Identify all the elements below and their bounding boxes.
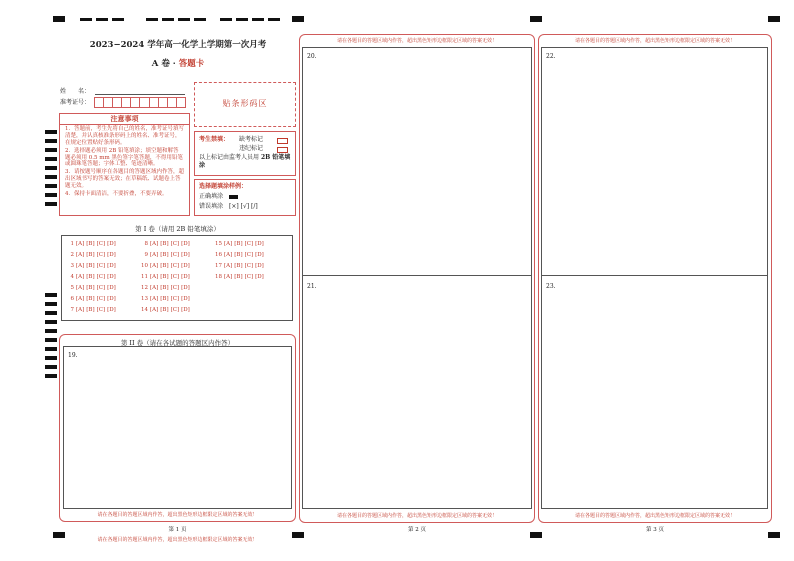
page-number: 第 2 页 — [408, 527, 426, 533]
wrong-fill-marks: [×] [√] [/] — [229, 203, 258, 210]
mcq-row[interactable] — [66, 296, 118, 302]
mcq-number: 7 — [70, 307, 74, 313]
timing-mark — [292, 16, 304, 22]
mcq-row[interactable] — [66, 263, 118, 269]
side-mark — [45, 175, 57, 179]
option-d[interactable]: [D] — [181, 263, 190, 269]
mcq-number: 5 — [70, 285, 74, 291]
notice-item: 2．选择题必须用 2B 铅笔填涂；填空题和解答题必须用 0.5 mm 黑色签字笔答题，不得用铅笔或圆珠笔答题；字体工整、笔迹清晰。 — [65, 147, 183, 168]
violation-label: 违纪标记 — [239, 145, 264, 152]
option-b[interactable]: [B] — [160, 241, 169, 247]
timing-mark — [112, 18, 124, 21]
side-mark — [45, 329, 57, 333]
mcq-number: 17 — [215, 263, 222, 269]
option-c[interactable]: [C] — [170, 285, 180, 291]
option-a[interactable]: [A] — [224, 241, 233, 247]
side-mark — [45, 166, 57, 170]
side-mark — [45, 338, 57, 342]
option-a[interactable]: [A] — [76, 285, 85, 291]
mcq-number: 13 — [141, 296, 148, 302]
mcq-row[interactable] — [140, 307, 192, 313]
exam-ban-note-a: 以上标记由监考人员用 — [199, 154, 260, 161]
option-d[interactable]: [D] — [181, 252, 190, 258]
option-b[interactable]: [B] — [86, 263, 95, 269]
q20-label: 20. — [307, 53, 317, 60]
timing-mark — [96, 18, 108, 21]
timing-mark — [252, 18, 264, 21]
timing-mark — [53, 16, 65, 22]
timing-mark — [236, 18, 248, 21]
option-a[interactable]: [A] — [150, 285, 159, 291]
option-b[interactable]: [B] — [160, 285, 169, 291]
missing-checkbox[interactable] — [277, 138, 288, 144]
mcq-row[interactable] — [214, 263, 266, 269]
option-c[interactable]: [C] — [244, 274, 254, 280]
q22-answer-area[interactable] — [541, 47, 768, 276]
option-d[interactable]: [D] — [107, 263, 116, 269]
option-d[interactable]: [D] — [255, 263, 264, 269]
option-b[interactable]: [B] — [234, 274, 243, 280]
option-a[interactable]: [A] — [76, 263, 85, 269]
side-mark — [45, 193, 57, 197]
side-mark — [45, 130, 57, 134]
warning-text: 请在各题目的答题区域内作答，超出黑色矩形边框限定区域的答案无效！ — [97, 512, 258, 518]
missing-label: 缺考标记 — [239, 136, 264, 143]
timing-mark — [162, 18, 174, 21]
option-a[interactable]: [A] — [224, 274, 233, 280]
option-b[interactable]: [B] — [86, 241, 95, 247]
side-mark — [45, 302, 57, 306]
option-c[interactable]: [C] — [170, 296, 180, 302]
q22-label: 22. — [546, 53, 556, 60]
mcq-number: 18 — [215, 274, 222, 280]
page-number: 第 1 页 — [168, 527, 187, 533]
option-b[interactable]: [B] — [234, 263, 243, 269]
side-mark — [45, 374, 57, 378]
option-d[interactable]: [D] — [255, 241, 264, 247]
option-c[interactable]: [C] — [96, 252, 106, 258]
timing-mark — [268, 18, 280, 21]
option-b[interactable]: [B] — [160, 263, 169, 269]
exam-title: 2023−2024 学年高一化学上学期第一次月考 — [89, 40, 267, 50]
violation-checkbox[interactable] — [277, 147, 288, 153]
option-c[interactable]: [C] — [96, 241, 106, 247]
side-mark — [45, 356, 57, 360]
mcq-number: 1 — [70, 241, 74, 247]
name-label: 姓 名： — [60, 88, 91, 95]
q21-answer-area[interactable] — [302, 276, 532, 509]
timing-mark — [146, 18, 158, 21]
side-mark — [45, 139, 57, 143]
option-d[interactable]: [D] — [107, 296, 116, 302]
exam-ban-note-b: 2B 铅笔填涂 — [199, 154, 291, 169]
barcode-label: 贴条形码区 — [222, 99, 268, 108]
option-a[interactable]: [A] — [150, 252, 159, 258]
option-b[interactable]: [B] — [86, 307, 95, 313]
option-d[interactable]: [D] — [181, 274, 190, 280]
exam-ban-box — [194, 131, 296, 176]
option-a[interactable]: [A] — [224, 252, 233, 258]
side-mark — [45, 202, 57, 206]
option-d[interactable]: [D] — [107, 274, 116, 280]
mcq-number: 3 — [70, 263, 74, 269]
warning-text: 请在各题目的答题区域内作答，超出黑色矩形边框限定区域的答案无效！ — [574, 38, 735, 44]
correct-fill-mark — [229, 195, 238, 199]
option-d[interactable]: [D] — [255, 252, 264, 258]
option-a[interactable]: [A] — [76, 307, 85, 313]
option-b[interactable]: [B] — [160, 274, 169, 280]
option-d[interactable]: [D] — [181, 241, 190, 247]
option-a[interactable]: [A] — [76, 252, 85, 258]
mcq-row[interactable] — [140, 263, 192, 269]
mcq-row[interactable] — [66, 252, 118, 258]
timing-mark — [530, 16, 542, 22]
option-a[interactable]: [A] — [76, 274, 85, 280]
mcq-row[interactable] — [140, 296, 192, 302]
id-label: 准考证号： — [60, 99, 91, 106]
timing-mark — [220, 18, 232, 21]
notice-item: 4．保持卡面清洁，不要折叠，不要弄破。 — [65, 190, 168, 197]
option-a[interactable]: [A] — [224, 263, 233, 269]
option-d[interactable]: [D] — [107, 307, 116, 313]
side-mark — [45, 365, 57, 369]
q21-label: 21. — [307, 283, 317, 290]
mcq-row[interactable] — [214, 252, 266, 258]
notice-title: 注意事项 — [60, 114, 189, 125]
mcq-row[interactable] — [140, 285, 192, 291]
mcq-row[interactable] — [66, 307, 118, 313]
side-mark — [45, 293, 57, 297]
option-d[interactable]: [D] — [181, 285, 190, 291]
mcq-row[interactable] — [66, 274, 118, 280]
option-a[interactable]: [A] — [76, 241, 85, 247]
q20-answer-area[interactable] — [302, 47, 532, 276]
mcq-number: 2 — [70, 252, 74, 258]
option-a[interactable]: [A] — [150, 274, 159, 280]
name-line[interactable] — [95, 94, 185, 95]
warning-text: 请在各题目的答题区域内作答，超出黑色矩形边框限定区域的答案无效！ — [574, 513, 735, 519]
option-b[interactable]: [B] — [234, 241, 243, 247]
option-d[interactable]: [D] — [107, 252, 116, 258]
mcq-number: 15 — [215, 241, 222, 247]
mcq-number: 8 — [144, 241, 148, 247]
side-mark — [45, 320, 57, 324]
mcq-row[interactable] — [140, 274, 192, 280]
option-c[interactable]: [C] — [244, 241, 254, 247]
option-c[interactable]: [C] — [96, 285, 106, 291]
id-boxes[interactable] — [94, 97, 186, 108]
barcode-area — [194, 82, 296, 127]
mcq-number: 11 — [141, 274, 148, 280]
option-d[interactable]: [D] — [107, 285, 116, 291]
option-b[interactable]: [B] — [86, 252, 95, 258]
option-c[interactable]: [C] — [244, 263, 254, 269]
option-b[interactable]: [B] — [234, 252, 243, 258]
mcq-number: 14 — [141, 307, 148, 313]
mcq-number: 4 — [70, 274, 74, 280]
mcq-number: 6 — [70, 296, 74, 302]
timing-mark — [178, 18, 190, 21]
notice-item: 3．请按题号顺序在各题目的答题区域内作答，超出区域书写的答案无效；在草稿纸、试题卷上答题无效。 — [65, 169, 185, 189]
option-c[interactable]: [C] — [96, 274, 106, 280]
option-d[interactable]: [D] — [107, 241, 116, 247]
part1-title: 第 I 卷（请用 2B 铅笔填涂） — [135, 225, 220, 233]
side-mark — [45, 148, 57, 152]
subtitle-volume: A 卷 · — [151, 59, 176, 69]
side-mark — [45, 347, 57, 351]
timing-mark — [80, 18, 92, 21]
warning-text: 请在各题目的答题区域内作答，超出黑色矩形边框限定区域的答案无效！ — [336, 513, 497, 519]
option-a[interactable]: [A] — [150, 263, 159, 269]
option-b[interactable]: [B] — [86, 296, 95, 302]
page-number: 第 3 页 — [646, 527, 664, 533]
option-b[interactable]: [B] — [160, 307, 169, 313]
mcq-row[interactable] — [214, 274, 266, 280]
option-c[interactable]: [C] — [170, 307, 180, 313]
option-b[interactable]: [B] — [160, 252, 169, 258]
timing-mark — [768, 16, 780, 22]
correct-fill-label: 正确填涂 — [199, 193, 224, 200]
mcq-row[interactable] — [66, 241, 118, 247]
option-b[interactable]: [B] — [160, 296, 169, 302]
option-b[interactable]: [B] — [86, 285, 95, 291]
option-a[interactable]: [A] — [150, 241, 159, 247]
mcq-number: 12 — [141, 285, 148, 291]
fill-example-title: 选择题填涂样例： — [199, 183, 248, 190]
option-a[interactable]: [A] — [150, 296, 159, 302]
side-mark — [45, 311, 57, 315]
q19-label: 19. — [68, 352, 78, 359]
q23-answer-area[interactable] — [541, 276, 768, 509]
option-c[interactable]: [C] — [244, 252, 254, 258]
warning-text: 请在各题目的答题区域内作答，超出黑色矩形边框限定区域的答案无效！ — [336, 38, 497, 44]
option-d[interactable]: [D] — [181, 307, 190, 313]
mcq-row[interactable] — [66, 285, 118, 291]
exam-ban-note — [199, 154, 293, 169]
wrong-fill-label: 错误填涂 — [199, 203, 224, 210]
option-c[interactable]: [C] — [96, 307, 106, 313]
notice-box — [59, 113, 190, 216]
option-d[interactable]: [D] — [255, 274, 264, 280]
subtitle-answer-card: 答题卡 — [178, 59, 205, 69]
mcq-number: 10 — [141, 263, 148, 269]
mcq-row[interactable] — [140, 241, 192, 247]
fill-example-box — [194, 179, 296, 216]
notice-item: 1．答题前，考生先将自己的姓名，准考证号填写清楚，并认真核准条形码上的姓名、准考证号，在规定位置贴好条形码。 — [65, 126, 185, 146]
exam-subtitle — [62, 57, 294, 69]
bottom-warning-text: 请在各题目的答题区域内作答，超出黑色矩形边框限定区域的答案无效！ — [97, 537, 258, 543]
q23-label: 23. — [546, 283, 556, 290]
timing-mark — [194, 18, 206, 21]
option-d[interactable]: [D] — [181, 296, 190, 302]
option-c[interactable]: [C] — [96, 263, 106, 269]
option-b[interactable]: [B] — [86, 274, 95, 280]
side-mark — [45, 184, 57, 188]
mcq-row[interactable] — [214, 241, 266, 247]
option-c[interactable]: [C] — [170, 274, 180, 280]
part2-title: 第 II 卷（请在各试题的答题区内作答） — [120, 339, 235, 347]
side-mark — [45, 157, 57, 161]
q19-answer-area[interactable] — [63, 346, 292, 509]
exam-ban-title: 考生禁填： — [199, 136, 230, 143]
option-c[interactable]: [C] — [170, 263, 180, 269]
mcq-number: 9 — [144, 252, 148, 258]
mcq-row[interactable] — [140, 252, 192, 258]
option-c[interactable]: [C] — [96, 296, 106, 302]
mcq-number: 16 — [215, 252, 222, 258]
option-c[interactable]: [C] — [170, 241, 180, 247]
option-a[interactable]: [A] — [76, 296, 85, 302]
option-a[interactable]: [A] — [150, 307, 159, 313]
option-c[interactable]: [C] — [170, 252, 180, 258]
